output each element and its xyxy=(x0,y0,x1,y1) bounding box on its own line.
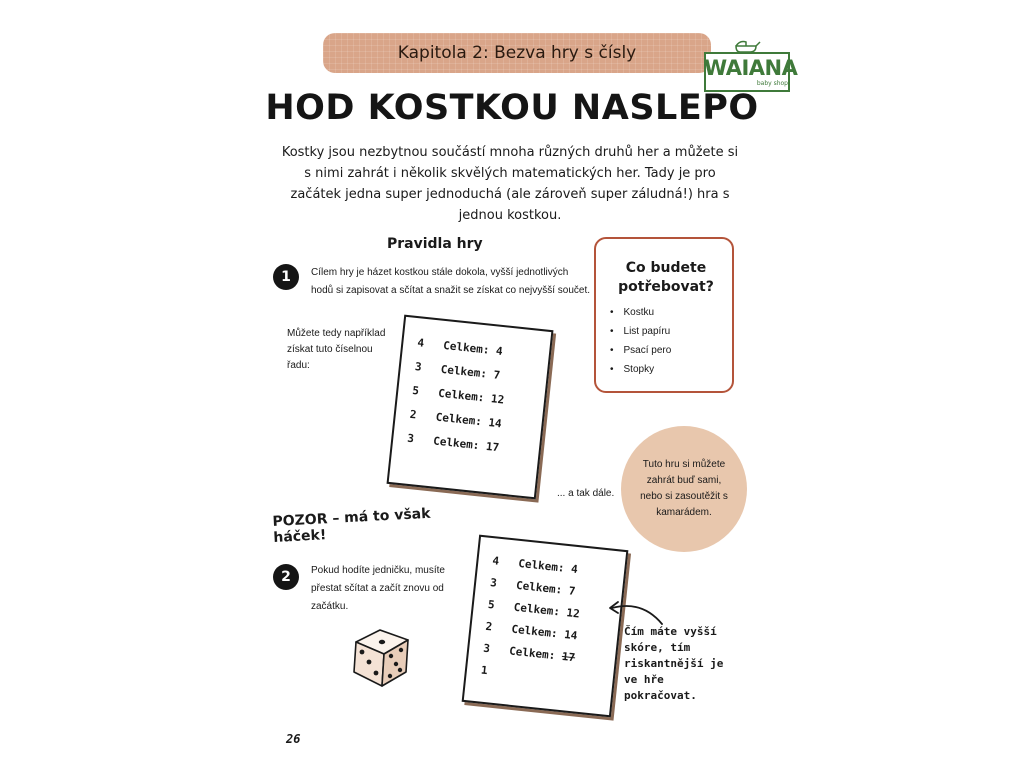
intro-paragraph: Kostky jsou nezbytnou součástí mnoha různých druhů her a můžete si s nimi zahrát i několik skvělých matematických her. Tady je pro začátek jedna super jednoduchá (ale zároveň super záludná!) hra s jednou kostkou. xyxy=(281,145,739,223)
crossed-total: 17 xyxy=(561,649,576,665)
list-item: • Psací pero xyxy=(610,341,730,360)
score-row xyxy=(409,408,502,431)
score-row xyxy=(483,642,576,665)
step-1-number: 1 xyxy=(273,264,299,290)
page-title: HOD KOSTKOU NASLEPO xyxy=(265,88,759,128)
step-2-text: Pokud hodíte jedničku, musíte přestat sčítat a začít znovu od začátku. xyxy=(311,565,445,612)
list-item: • Stopky xyxy=(610,360,730,379)
supplies-title: Co budete potřebovat? xyxy=(618,260,714,295)
roll-value: 3 xyxy=(414,360,423,374)
score-row xyxy=(480,664,507,680)
total-label: Celkem: xyxy=(508,644,556,663)
roll-value: 4 xyxy=(416,336,425,350)
rules-heading: Pravidla hry xyxy=(387,236,483,252)
roll-value: 2 xyxy=(409,407,418,422)
score-row xyxy=(407,432,500,455)
roll-value: 2 xyxy=(484,619,493,634)
score-row xyxy=(417,336,503,358)
score-row xyxy=(412,384,505,407)
warning-heading: POZOR – má to však háček! xyxy=(272,505,431,546)
score-row xyxy=(414,360,500,382)
supplies-box xyxy=(594,237,734,393)
page-number: 26 xyxy=(286,732,301,746)
total-label: Celkem: 12 xyxy=(437,386,505,407)
total-label: Celkem: 14 xyxy=(435,410,503,431)
supplies-list xyxy=(610,303,730,379)
step-1-text: Cílem hry je házet kostkou stále dokola, vyšší jednotlivých hodů si zapisovat a sčítat a snažit se získat co nejvyšší součet. xyxy=(311,267,591,296)
roll-value: 4 xyxy=(491,554,500,568)
total-label: Celkem: 14 xyxy=(510,622,579,643)
tip-bubble xyxy=(621,426,747,552)
score-row xyxy=(492,554,578,576)
dice-icon xyxy=(348,620,414,690)
total-label: Celkem: 4 xyxy=(517,556,579,577)
total-label: Celkem: 7 xyxy=(515,578,577,598)
list-item: • Kostku xyxy=(610,303,730,322)
roll-value: 3 xyxy=(482,641,491,656)
logo-tagline: baby shop xyxy=(756,80,788,87)
total-label: Celkem: 7 xyxy=(440,362,501,382)
chapter-title: Kapitola 2: Bezva hry s čísly xyxy=(397,43,637,63)
total-label: Celkem: 12 xyxy=(513,600,581,621)
roll-value: 3 xyxy=(489,576,498,590)
list-item: • List papíru xyxy=(610,322,730,341)
total-label: Celkem: 17 xyxy=(432,434,500,455)
roll-value: 5 xyxy=(487,597,496,612)
chapter-banner xyxy=(323,33,711,73)
roll-value: 5 xyxy=(411,383,420,398)
total-label: Celkem: 4 xyxy=(442,338,504,359)
roll-value: 3 xyxy=(406,431,415,446)
score-sheet-1 xyxy=(387,315,554,500)
score-row xyxy=(485,620,578,643)
logo xyxy=(704,40,798,92)
roll-value: 1 xyxy=(480,663,489,678)
score-row xyxy=(490,576,576,598)
score-row xyxy=(487,598,580,621)
risk-note: Čím máte vyšší skóre, tím riskantnější je ve hře pokračovat. xyxy=(624,625,724,702)
logo-wordmark: WAIANA xyxy=(704,56,798,80)
and-so-on-text: ... a tak dále. xyxy=(557,488,615,499)
score-sheet-2 xyxy=(462,535,629,718)
tip-text: Tuto hru si můžete zahrát buď sami, nebo si zasoutěžit s kamarádem. xyxy=(640,459,728,518)
example-text: Můžete tedy například získat tuto číselnou řadu: xyxy=(287,328,386,371)
step-2-number: 2 xyxy=(273,564,299,590)
